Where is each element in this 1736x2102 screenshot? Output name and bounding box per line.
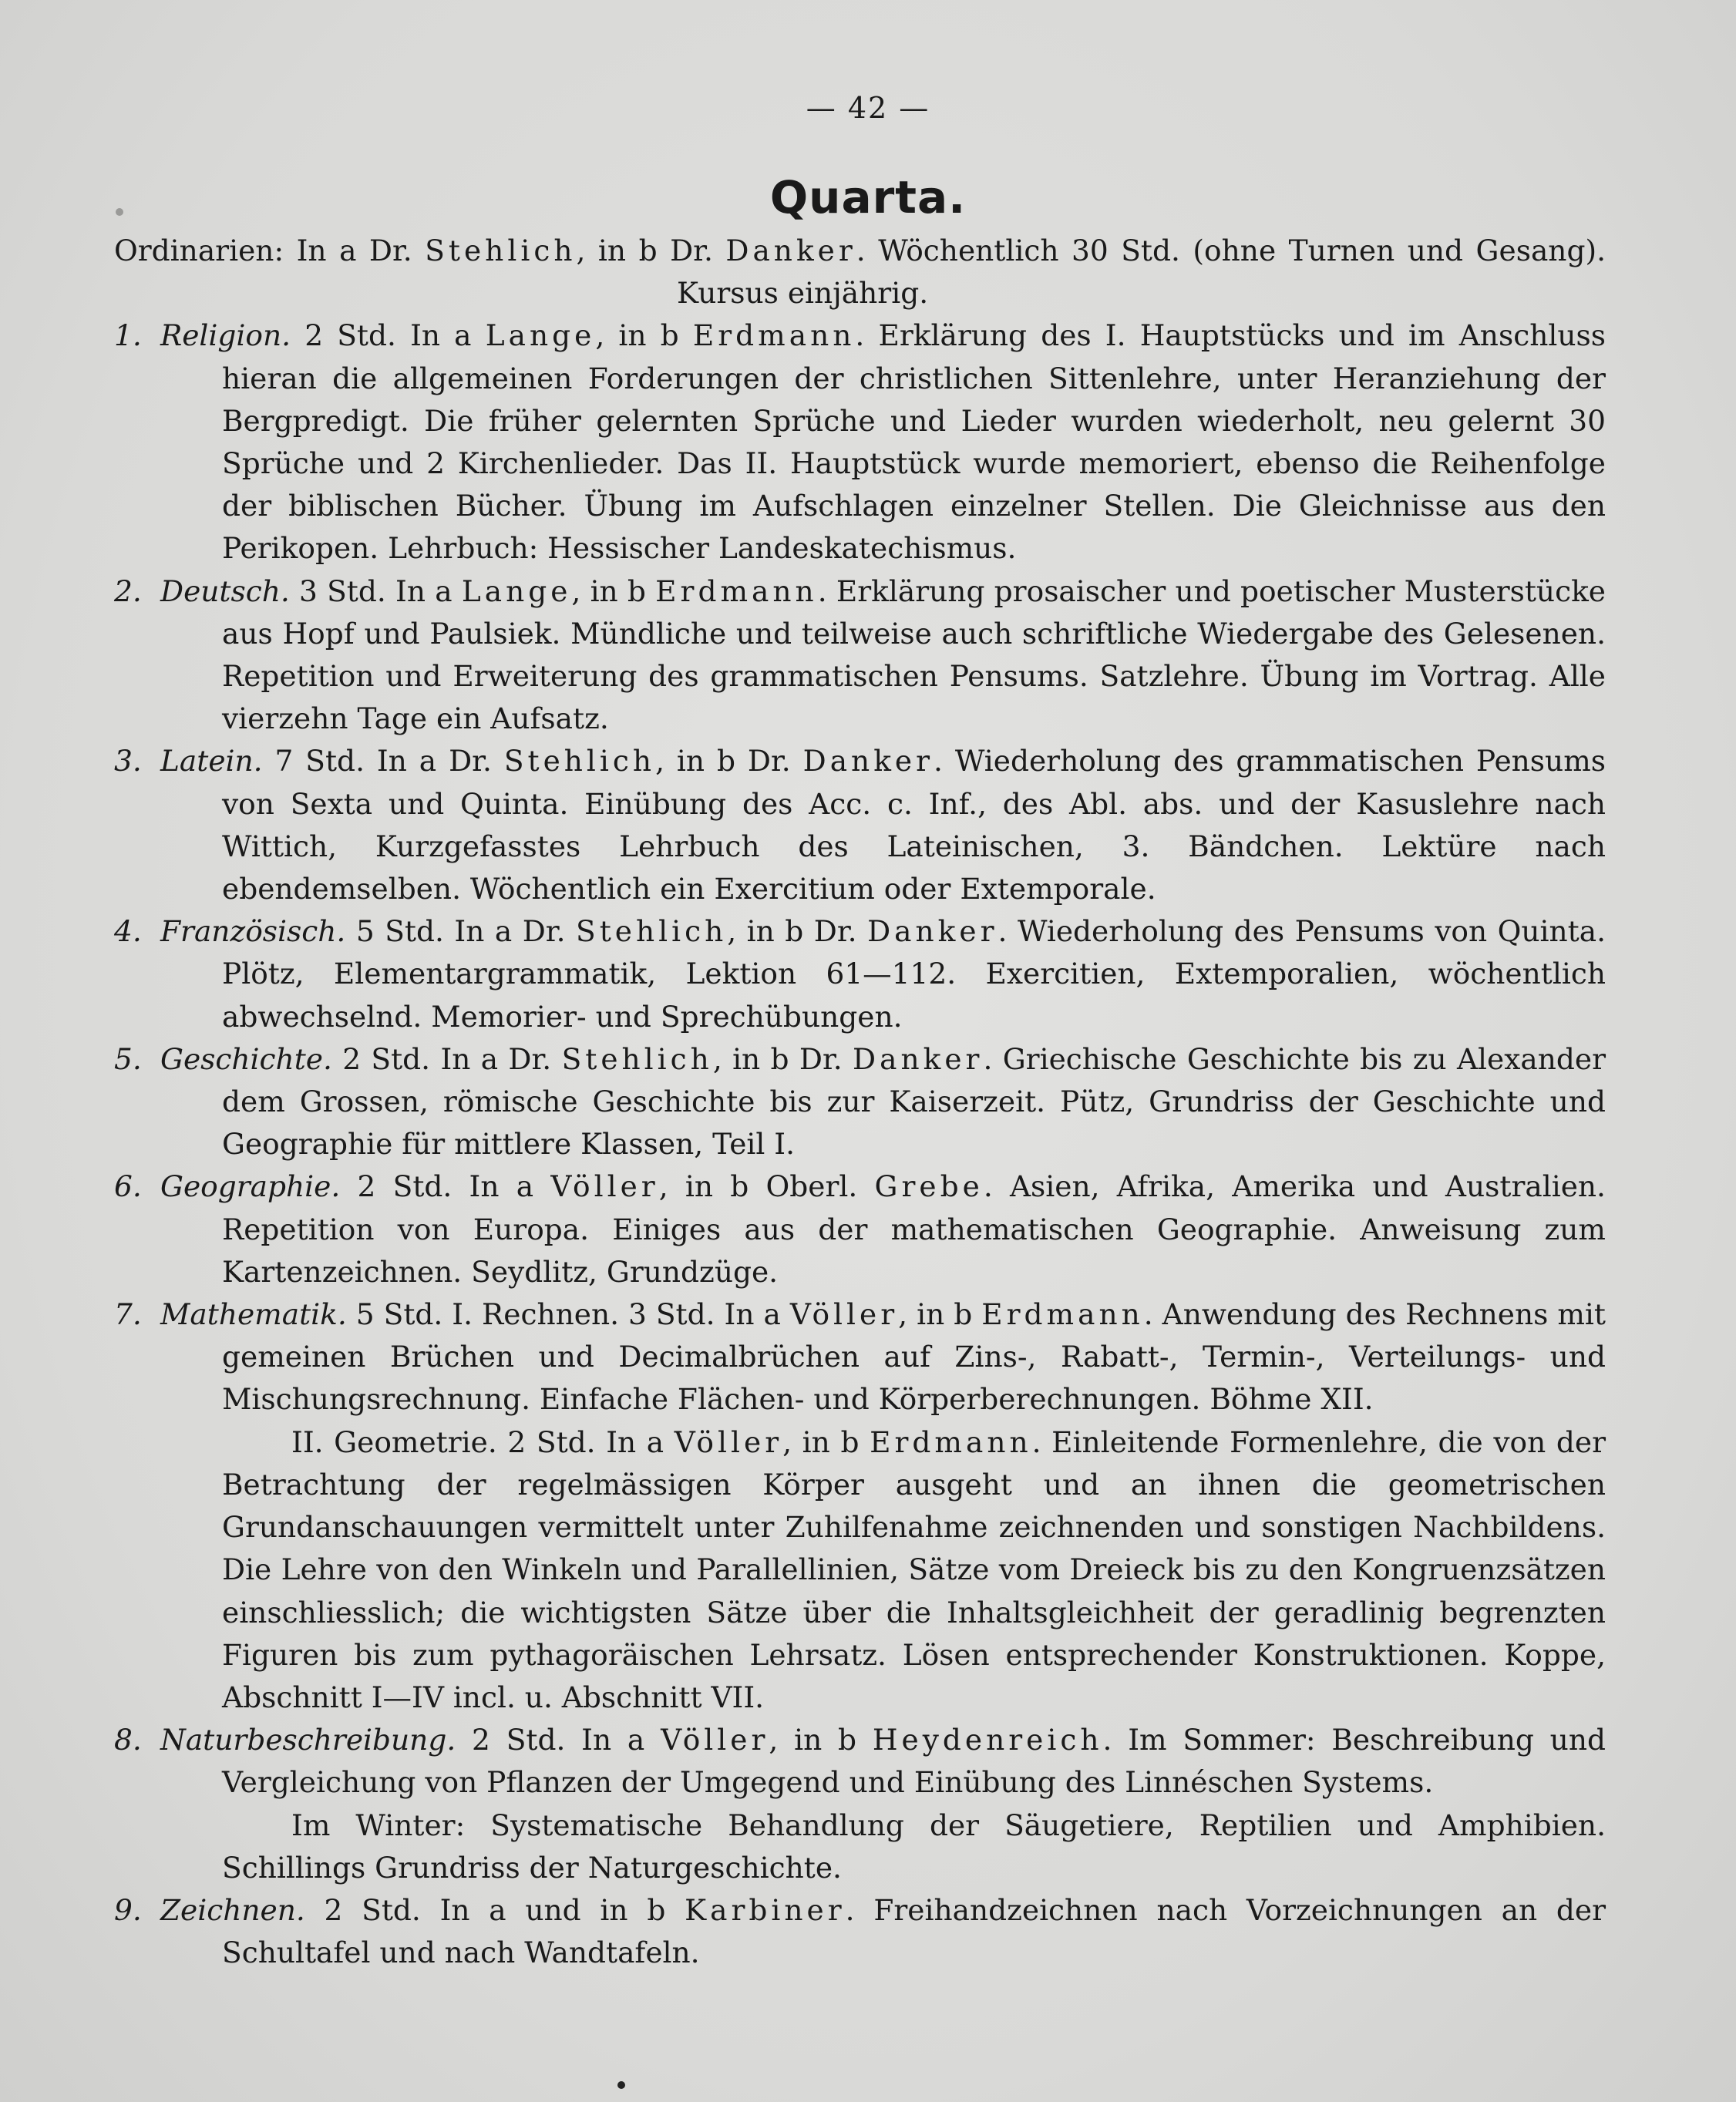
subject-number: 7. <box>114 1297 142 1332</box>
ordinarien-paragraph: Ordinarien: In a Dr. Stehlich, in b Dr. Danker. Wöchentlich 30 Std. (ohne Turnen und Gesang). Kursus einjährig. <box>114 234 1606 311</box>
subject-text: Im Winter: Systematische Behandlung der Säugetiere, Reptilien und Amphibien. Schillings Grundriss der Naturgeschichte. <box>222 1808 1606 1885</box>
teacher-name: Grebe <box>874 1169 984 1204</box>
subject-text: . Freihandzeichnen nach Vorzeichnungen an der Schultafel und nach Wandtafeln. <box>222 1892 1606 1970</box>
subject-text: . Wiederholung des Pensums von Quinta. Plötz, Elementargrammatik, Lektion 61—112. Exercitien, Extemporalien, wöchentlich abwechselnd. Memorier- und Sprechübungen. <box>222 914 1606 1034</box>
subject-religion: 1. Religion. 2 Std. In a Lange, in b Erdmann. Erklärung des I. Hauptstücks und im Anschluss hieran die allgemeinen Forderungen der christlichen Sittenlehre, unter Heranziehung der Bergpredigt. Die früher gelernten Sprüche und Lieder wurden wiederholt, neu gelernt 30 Sprüche und 2 Kirchenlieder. Das II. Hauptstück wurde memoriert, ebenso die Reihenfolge der biblischen Bücher. Übung im Aufschlagen einzelner Stellen. Die Gleichnisse aus den Perikopen. Lehrbuch: Hessischer Landeskatechismus. <box>114 314 1606 570</box>
subject-geschichte: 5. Geschichte. 2 Std. In a Dr. Stehlich, in b Dr. Danker. Griechische Geschichte bis zu Alexander dem Grossen, römische Geschichte bis zur Kaiserzeit. Pütz, Grundriss der Geschichte und Geographie für mittlere Klassen, Teil I. <box>114 1038 1606 1166</box>
subject-text: . Im Sommer: Beschreibung und Vergleichung von Pflanzen der Umgegend und Einübung des Linnéschen Systems. <box>222 1723 1606 1800</box>
subject-name: Mathematik. <box>160 1297 347 1332</box>
teacher-name: Erdmann <box>655 573 818 608</box>
teacher-name: Danker <box>867 914 998 949</box>
teacher-name: Erdmann <box>692 318 856 353</box>
subject-name: Französisch. <box>160 914 346 949</box>
subject-text: . Einleitende Formenlehre, die von der Betrachtung der regelmässigen Körper ausgeht und an ihnen die geometrischen Grundanschauungen vermittelt unter Zuhilfenahme zeichnenden und sonstigen Nachbildens. Die Lehre von den Winkeln und Parallellinien, Sätze vom Dreieck bis zu den Kongruenzsätzen einschliesslich; die wichtigsten Sätze über die Inhaltsgleichheit der geradlinig begrenzten Figuren bis zum pythagoräischen Lehrsatz. Lösen entsprechender Konstruktionen. Koppe, Abschnitt I—IV incl. u. Abschnitt VII. <box>222 1424 1606 1714</box>
teacher-name: Lange <box>461 573 572 608</box>
subject-name: Geographie. <box>160 1169 341 1204</box>
document-body <box>114 230 1606 1974</box>
subject-number: 9. <box>114 1892 142 1927</box>
subject-name: Deutsch. <box>160 573 290 608</box>
ordinarien-label: Ordinarien: <box>114 234 284 267</box>
subject-number: 2. <box>114 573 142 608</box>
subject-number: 3. <box>114 744 142 779</box>
subject-text: . Asien, Afrika, Amerika und Australien. Repetition von Europa. Einiges aus der mathematischen Geographie. Anweisung zum Kartenzeichnen. Seydlitz, Grundzüge. <box>222 1169 1606 1289</box>
teacher-name: Stehlich <box>503 744 656 779</box>
subject-number: 4. <box>114 914 142 949</box>
teacher-name: Völler <box>789 1297 899 1332</box>
subject-number: 1. <box>114 318 142 353</box>
subject-text: . Erklärung des I. Hauptstücks und im Anschluss hieran die allgemeinen Forderungen der christlichen Sittenlehre, unter Heranziehung der Bergpredigt. Die früher gelernten Sprüche und Lieder wurden wiederholt, neu gelernt 30 Sprüche und 2 Kirchenlieder. Das II. Hauptstück wurde memoriert, ebenso die Reihenfolge der biblischen Bücher. Übung im Aufschlagen einzelner Stellen. Die Gleichnisse aus den Perikopen. Lehrbuch: Hessischer Landeskatechismus. <box>222 318 1606 566</box>
teacher-name: Stehlich <box>576 914 728 949</box>
teacher-name: Danker <box>802 744 934 779</box>
subject-geometrie: II. Geometrie. 2 Std. In a Völler, in b Erdmann. Einleitende Formenlehre, die von der Betrachtung der regelmässigen Körper ausgeht und an ihnen die geometrischen Grundanschauungen vermittelt unter Zuhilfenahme zeichnenden und sonstigen Nachbildens. Die Lehre von den Winkeln und Parallellinien, Sätze vom Dreieck bis zu den Kongruenzsätzen einschliesslich; die wichtigsten Sätze über die Inhaltsgleichheit der geradlinig begrenzten Figuren bis zum pythagoräischen Lehrsatz. Lösen entsprechender Konstruktionen. Koppe, Abschnitt I—IV incl. u. Abschnitt VII. <box>222 1424 1606 1714</box>
teacher-name: Stehlich <box>561 1041 713 1076</box>
subject-name: Religion. <box>160 318 291 353</box>
subject-number: 8. <box>114 1723 142 1757</box>
teacher-name: Völler <box>674 1424 783 1459</box>
teacher-name: Lange <box>485 318 596 353</box>
teacher-name: Karbiner <box>685 1892 846 1927</box>
subject-latein: 3. Latein. 7 Std. In a Dr. Stehlich, in b Dr. Danker. Wiederholung des grammatischen Pensums von Sexta und Quinta. Einübung des Acc. c. Inf., des Abl. abs. und der Kasuslehre nach Wittich, Kurzgefasstes Lehrbuch des Lateinischen, 3. Bändchen. Lektüre nach ebendemselben. Wöchentlich ein Exercitium oder Extemporale. <box>114 740 1606 910</box>
subject-text: . Griechische Geschichte bis zu Alexander dem Grossen, römische Geschichte bis zur Kaiserzeit. Pütz, Grundriss der Geschichte und Geographie für mittlere Klassen, Teil I. <box>222 1041 1606 1162</box>
subject-deutsch: 2. Deutsch. 3 Std. In a Lange, in b Erdmann. Erklärung prosaischer und poetischer Musterstücke aus Hopf und Paulsiek. Mündliche und teilweise auch schriftliche Wiedergabe des Gelesenen. Repetition und Erweiterung des grammatischen Pensums. Satzlehre. Übung im Vortrag. Alle vierzehn Tage ein Aufsatz. <box>114 570 1606 741</box>
subject-naturbeschreibung: 8. Naturbeschreibung. 2 Std. In a Völler, in b Heydenreich. Im Sommer: Beschreibung und Vergleichung von Pflanzen der Umgegend und Einübung des Linnéschen Systems. <box>114 1719 1606 1804</box>
page-number: — 42 — <box>806 91 930 125</box>
subject-number: 5. <box>114 1041 142 1076</box>
subject-franzoesisch: 4. Französisch. 5 Std. In a Dr. Stehlich, in b Dr. Danker. Wiederholung des Pensums von Quinta. Plötz, Elementargrammatik, Lektion 61—112. Exercitien, Extemporalien, wöchentlich abwechselnd. Memorier- und Sprechübungen. <box>114 910 1606 1038</box>
subject-name: Geschichte. <box>160 1041 332 1076</box>
teacher-name: Danker <box>853 1041 984 1076</box>
page-title: Quarta. <box>769 171 967 224</box>
subject-number: 6. <box>114 1169 142 1204</box>
subject-name: Zeichnen. <box>160 1892 305 1927</box>
subject-geographie: 6. Geographie. 2 Std. In a Völler, in b Oberl. Grebe. Asien, Afrika, Amerika und Australien. Repetition von Europa. Einiges aus der mathematischen Geographie. Anweisung zum Kartenzeichnen. Seydlitz, Grundzüge. <box>114 1165 1606 1293</box>
teacher-name: Völler <box>550 1169 659 1204</box>
subject-name: Naturbeschreibung. <box>160 1723 456 1757</box>
subject-text: . Anwendung des Rechnens mit gemeinen Brüchen und Decimalbrüchen auf Zins-, Rabatt-, Termin-, Verteilungs- und Mischungsrechnung. Einfache Flächen- und Körperberechnungen. Böhme XII. <box>222 1297 1606 1417</box>
subject-name: Latein. <box>160 744 263 779</box>
subject-zeichnen: 9. Zeichnen. 2 Std. In a und in b Karbiner. Freihandzeichnen nach Vorzeichnungen an der Schultafel und nach Wandtafeln. <box>114 1889 1606 1974</box>
teacher-name: Erdmann <box>981 1297 1144 1332</box>
teacher-name: Heydenreich <box>872 1723 1103 1757</box>
subject-mathematik: 7. Mathematik. 5 Std. I. Rechnen. 3 Std. In a Völler, in b Erdmann. Anwendung des Rechnens mit gemeinen Brüchen und Decimalbrüchen auf Zins-, Rabatt-, Termin-, Verteilungs- und Mischungsrechnung. Einfache Flächen- und Körperberechnungen. Böhme XII. <box>114 1293 1606 1421</box>
subject-text: . Wiederholung des grammatischen Pensums von Sexta und Quinta. Einübung des Acc. c. Inf., des Abl. abs. und der Kasuslehre nach Wittich, Kurzgefasstes Lehrbuch des Lateinischen, 3. Bändchen. Lektüre nach ebendemselben. Wöchentlich ein Exercitium oder Extemporale. <box>222 744 1606 906</box>
subject-naturbeschreibung-winter <box>114 1804 1606 1889</box>
ink-dot <box>617 2081 625 2089</box>
subject-text: . Erklärung prosaischer und poetischer Musterstücke aus Hopf und Paulsiek. Mündliche und teilweise auch schriftliche Wiedergabe des Gelesenen. Repetition und Erweiterung des grammatischen Pensums. Satzlehre. Übung im Vortrag. Alle vierzehn Tage ein Aufsatz. <box>222 573 1606 736</box>
teacher-name: Völler <box>661 1723 769 1757</box>
teacher-name: Erdmann <box>870 1424 1032 1459</box>
